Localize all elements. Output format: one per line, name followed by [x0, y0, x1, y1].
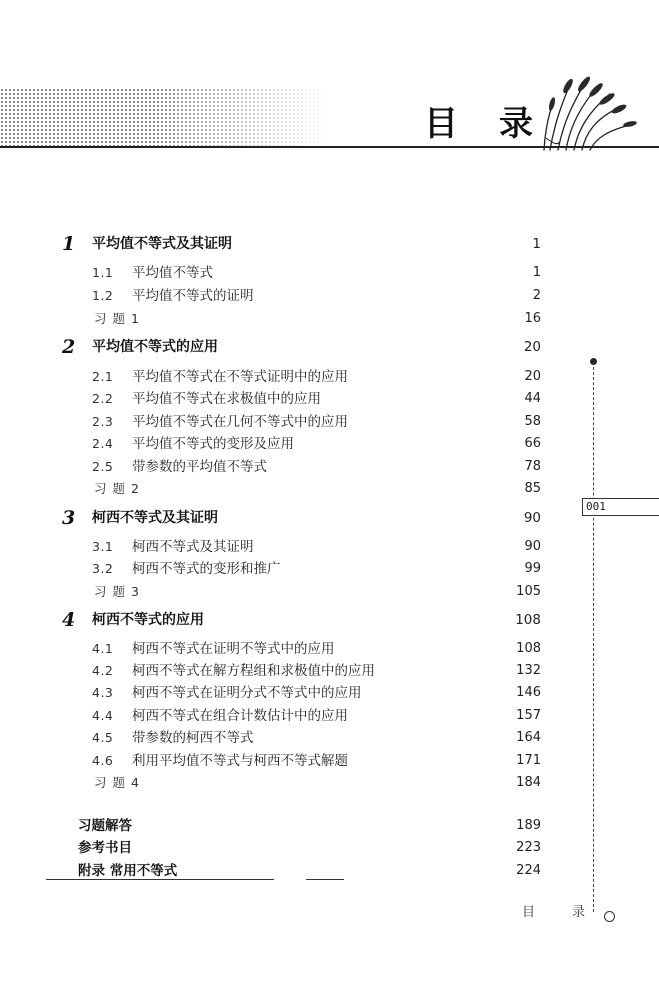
toc-section-number: 4.3: [92, 685, 114, 700]
toc-page-number: 164: [516, 730, 541, 745]
toc-section-row: [0, 705, 659, 727]
toc-section-title: 平均值不等式的变形及应用: [132, 436, 294, 452]
footer-char-1: 目: [522, 905, 536, 920]
toc-section-number: 4.1: [92, 641, 114, 656]
header-dot-pattern: [0, 88, 330, 146]
toc-section-title: 平均值不等式在不等式证明中的应用: [132, 369, 348, 385]
toc-page-number: 171: [516, 753, 541, 768]
toc-appendix-title: 习题解答: [78, 818, 132, 834]
toc-page-number: 1: [532, 265, 541, 280]
toc-section-row: [0, 727, 659, 749]
toc-chapter-number: 3: [62, 507, 76, 529]
toc-page-number: 44: [524, 391, 541, 406]
toc-section-title: 平均值不等式在求极值中的应用: [132, 391, 321, 407]
toc-appendix-row: [0, 815, 659, 837]
bottom-rule-right: [306, 879, 344, 880]
toc-page-number: 108: [516, 641, 541, 656]
toc-section-row: [0, 285, 659, 307]
title-char-2: 录: [499, 104, 533, 144]
toc-section-row: [0, 456, 659, 478]
toc-section-number: 4.4: [92, 708, 114, 723]
footer-char-2: 录: [572, 905, 586, 920]
toc-page-number: 108: [515, 612, 541, 628]
side-dashed-line: [593, 362, 594, 912]
toc-section-row: [0, 682, 659, 704]
toc-page-number: 223: [516, 840, 541, 855]
toc-chapter-row: [0, 609, 659, 631]
bottom-rule-left: [46, 879, 274, 880]
toc-section-number: 3.2: [92, 561, 114, 576]
toc-page-number: 157: [516, 708, 541, 723]
title-char-1: 目: [424, 104, 458, 144]
toc-appendix-row: [0, 837, 659, 859]
toc-section-row: [0, 750, 659, 772]
toc-section-number: 2.5: [92, 459, 114, 474]
toc-page-number: 105: [516, 584, 541, 599]
toc-section-number: 3.1: [92, 539, 114, 554]
grass-illustration: [530, 72, 640, 152]
toc-exercise-title: 习 题 3: [94, 584, 140, 599]
toc-page-number: 224: [516, 863, 541, 878]
toc-section-title: 利用平均值不等式与柯西不等式解题: [132, 753, 348, 769]
toc-exercise-title: 习 题 1: [94, 311, 140, 326]
footer-circle-icon: [604, 911, 615, 922]
toc-section-row: [0, 411, 659, 433]
toc-exercise-row: [0, 581, 659, 603]
toc-chapter-row: [0, 507, 659, 529]
toc-chapter-number: 1: [62, 233, 76, 255]
toc-page-number: 90: [523, 510, 541, 526]
toc-page-number: 16: [524, 311, 541, 326]
toc-section-number: 1.2: [92, 288, 114, 303]
toc-section-number: 1.1: [92, 265, 114, 280]
toc-section-title: 柯西不等式在证明不等式中的应用: [132, 641, 335, 657]
toc-page-number: 189: [516, 818, 541, 833]
toc-page-number: 99: [524, 561, 541, 576]
toc-page-number: 20: [523, 339, 541, 355]
toc-page-number: 184: [516, 775, 541, 790]
page-number: 001: [586, 500, 606, 513]
toc-section-number: 2.4: [92, 436, 114, 451]
toc-section-title: 带参数的柯西不等式: [132, 730, 254, 746]
toc-section-row: [0, 660, 659, 682]
toc-chapter-number: 2: [62, 336, 76, 358]
toc-section-title: 带参数的平均值不等式: [132, 459, 267, 475]
toc-section-number: 2.2: [92, 391, 114, 406]
toc-section-title: 平均值不等式在几何不等式中的应用: [132, 414, 348, 430]
toc-section-row: [0, 433, 659, 455]
toc-section-row: [0, 536, 659, 558]
toc-section-row: [0, 558, 659, 580]
toc-section-number: 4.6: [92, 753, 114, 768]
toc-chapter-row: [0, 233, 659, 255]
toc-chapter-row: [0, 336, 659, 358]
toc-section-title: 柯西不等式在解方程组和求极值中的应用: [132, 663, 375, 679]
toc-section-row: [0, 366, 659, 388]
toc-page-number: 58: [524, 414, 541, 429]
toc-page-number: 146: [516, 685, 541, 700]
toc-appendix-title: 参考书目: [78, 840, 132, 856]
toc-chapter-number: 4: [62, 609, 76, 631]
toc-chapter-title: 平均值不等式的应用: [92, 339, 218, 355]
toc-section-row: [0, 262, 659, 284]
toc-exercise-row: [0, 308, 659, 330]
toc-section-title: 平均值不等式的证明: [132, 288, 254, 304]
toc-page-number: 78: [524, 459, 541, 474]
toc-page-number: 20: [524, 369, 541, 384]
toc-appendix-title: 附录 常用不等式: [78, 863, 178, 879]
toc-section-row: [0, 388, 659, 410]
toc-exercise-row: [0, 478, 659, 500]
toc-section-row: [0, 638, 659, 660]
toc-section-number: 2.1: [92, 369, 114, 384]
toc-page-number: 66: [524, 436, 541, 451]
toc-chapter-title: 柯西不等式及其证明: [92, 510, 218, 526]
toc-page-number: 132: [516, 663, 541, 678]
toc-section-title: 柯西不等式及其证明: [132, 539, 254, 555]
toc-exercise-title: 习 题 2: [94, 481, 140, 496]
toc-chapter-title: 平均值不等式及其证明: [92, 236, 232, 252]
toc-page-number: 90: [524, 539, 541, 554]
toc-chapter-title: 柯西不等式的应用: [92, 612, 204, 628]
toc-section-title: 柯西不等式在证明分式不等式中的应用: [132, 685, 362, 701]
toc-section-title: 平均值不等式: [132, 265, 213, 281]
toc-section-title: 柯西不等式的变形和推广: [132, 561, 281, 577]
toc-page-number: 85: [524, 481, 541, 496]
toc-page-number: 2: [532, 288, 541, 303]
toc-section-number: 4.5: [92, 730, 114, 745]
toc-exercise-title: 习 题 4: [94, 775, 140, 790]
toc-section-number: 2.3: [92, 414, 114, 429]
toc-section-title: 柯西不等式在组合计数估计中的应用: [132, 708, 348, 724]
toc-page-number: 1: [532, 236, 541, 252]
toc-section-number: 4.2: [92, 663, 114, 678]
page-number-tab: [582, 498, 659, 516]
toc-exercise-row: [0, 772, 659, 794]
